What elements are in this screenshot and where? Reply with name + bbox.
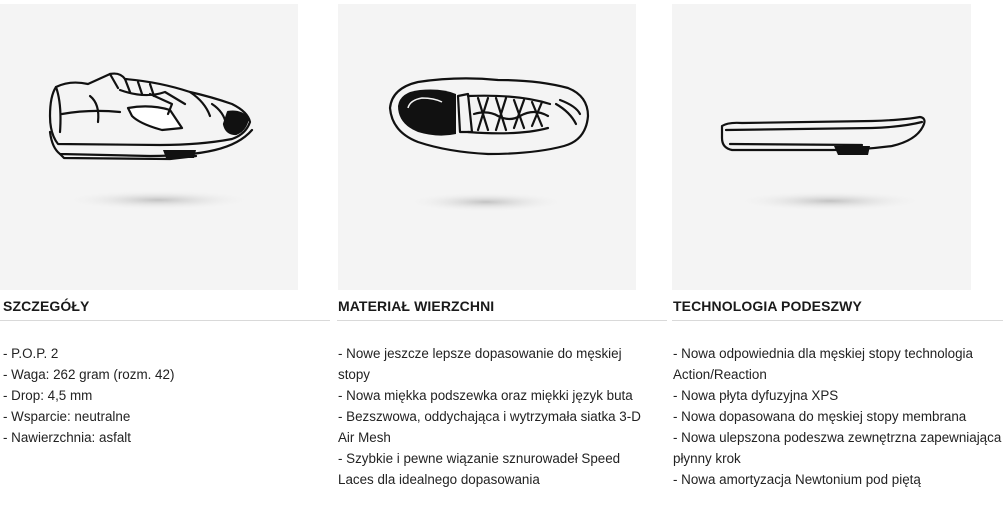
section-title-details: SZCZEGÓŁY <box>3 298 90 314</box>
list-item: - Bezszwowa, oddychająca i wytrzymała siatka 3-D Air Mesh <box>338 409 641 445</box>
upper-material-column <box>335 0 669 520</box>
divider <box>672 320 1003 321</box>
running-shoe-top-view-icon <box>338 4 636 290</box>
list-item: - Nawierzchnia: asfalt <box>3 430 132 445</box>
list-item: - Nowe jeszcze lepsze dopasowanie do męskiej stopy <box>338 346 622 382</box>
list-item: - Szybkie i pewne wiązanie sznurowadeł Speed Laces dla idealnego dopasowania <box>338 451 621 487</box>
list-item: - Nowa ulepszona podeszwa zewnętrzna zapewniająca płynny krok <box>673 430 1002 466</box>
running-shoe-side-view-icon <box>0 4 298 290</box>
list-item: - Nowa odpowiednia dla męskiej stopy technologia Action/Reaction <box>673 346 973 382</box>
list-item: - Drop: 4,5 mm <box>3 388 93 403</box>
sole-technology-column <box>670 0 1003 520</box>
shoe-side-image <box>0 4 298 290</box>
shoe-top-image <box>338 4 636 290</box>
list-item: - Nowa płyta dyfuzyjna XPS <box>673 388 839 403</box>
shoe-sole-side-view-icon <box>672 4 971 290</box>
list-item: - Waga: 262 gram (rozm. 42) <box>3 367 175 382</box>
section-title-sole-technology: TECHNOLOGIA PODESZWY <box>673 298 862 314</box>
list-item: - Wsparcie: neutralne <box>3 409 131 424</box>
divider <box>0 320 330 321</box>
sole-image <box>672 4 971 290</box>
details-column <box>0 0 334 520</box>
list-item: - Nowa dopasowana do męskiej stopy membrana <box>673 409 967 424</box>
list-item: - Nowa miękka podszewka oraz miękki język buta <box>338 388 633 403</box>
list-item: - P.O.P. 2 <box>3 346 59 361</box>
section-title-upper-material: MATERIAŁ WIERZCHNI <box>338 298 495 314</box>
sole-technology-list <box>673 343 1003 490</box>
divider <box>337 320 667 321</box>
details-list <box>3 343 328 448</box>
upper-material-list <box>338 343 656 490</box>
list-item: - Nowa amortyzacja Newtonium pod piętą <box>673 472 921 487</box>
